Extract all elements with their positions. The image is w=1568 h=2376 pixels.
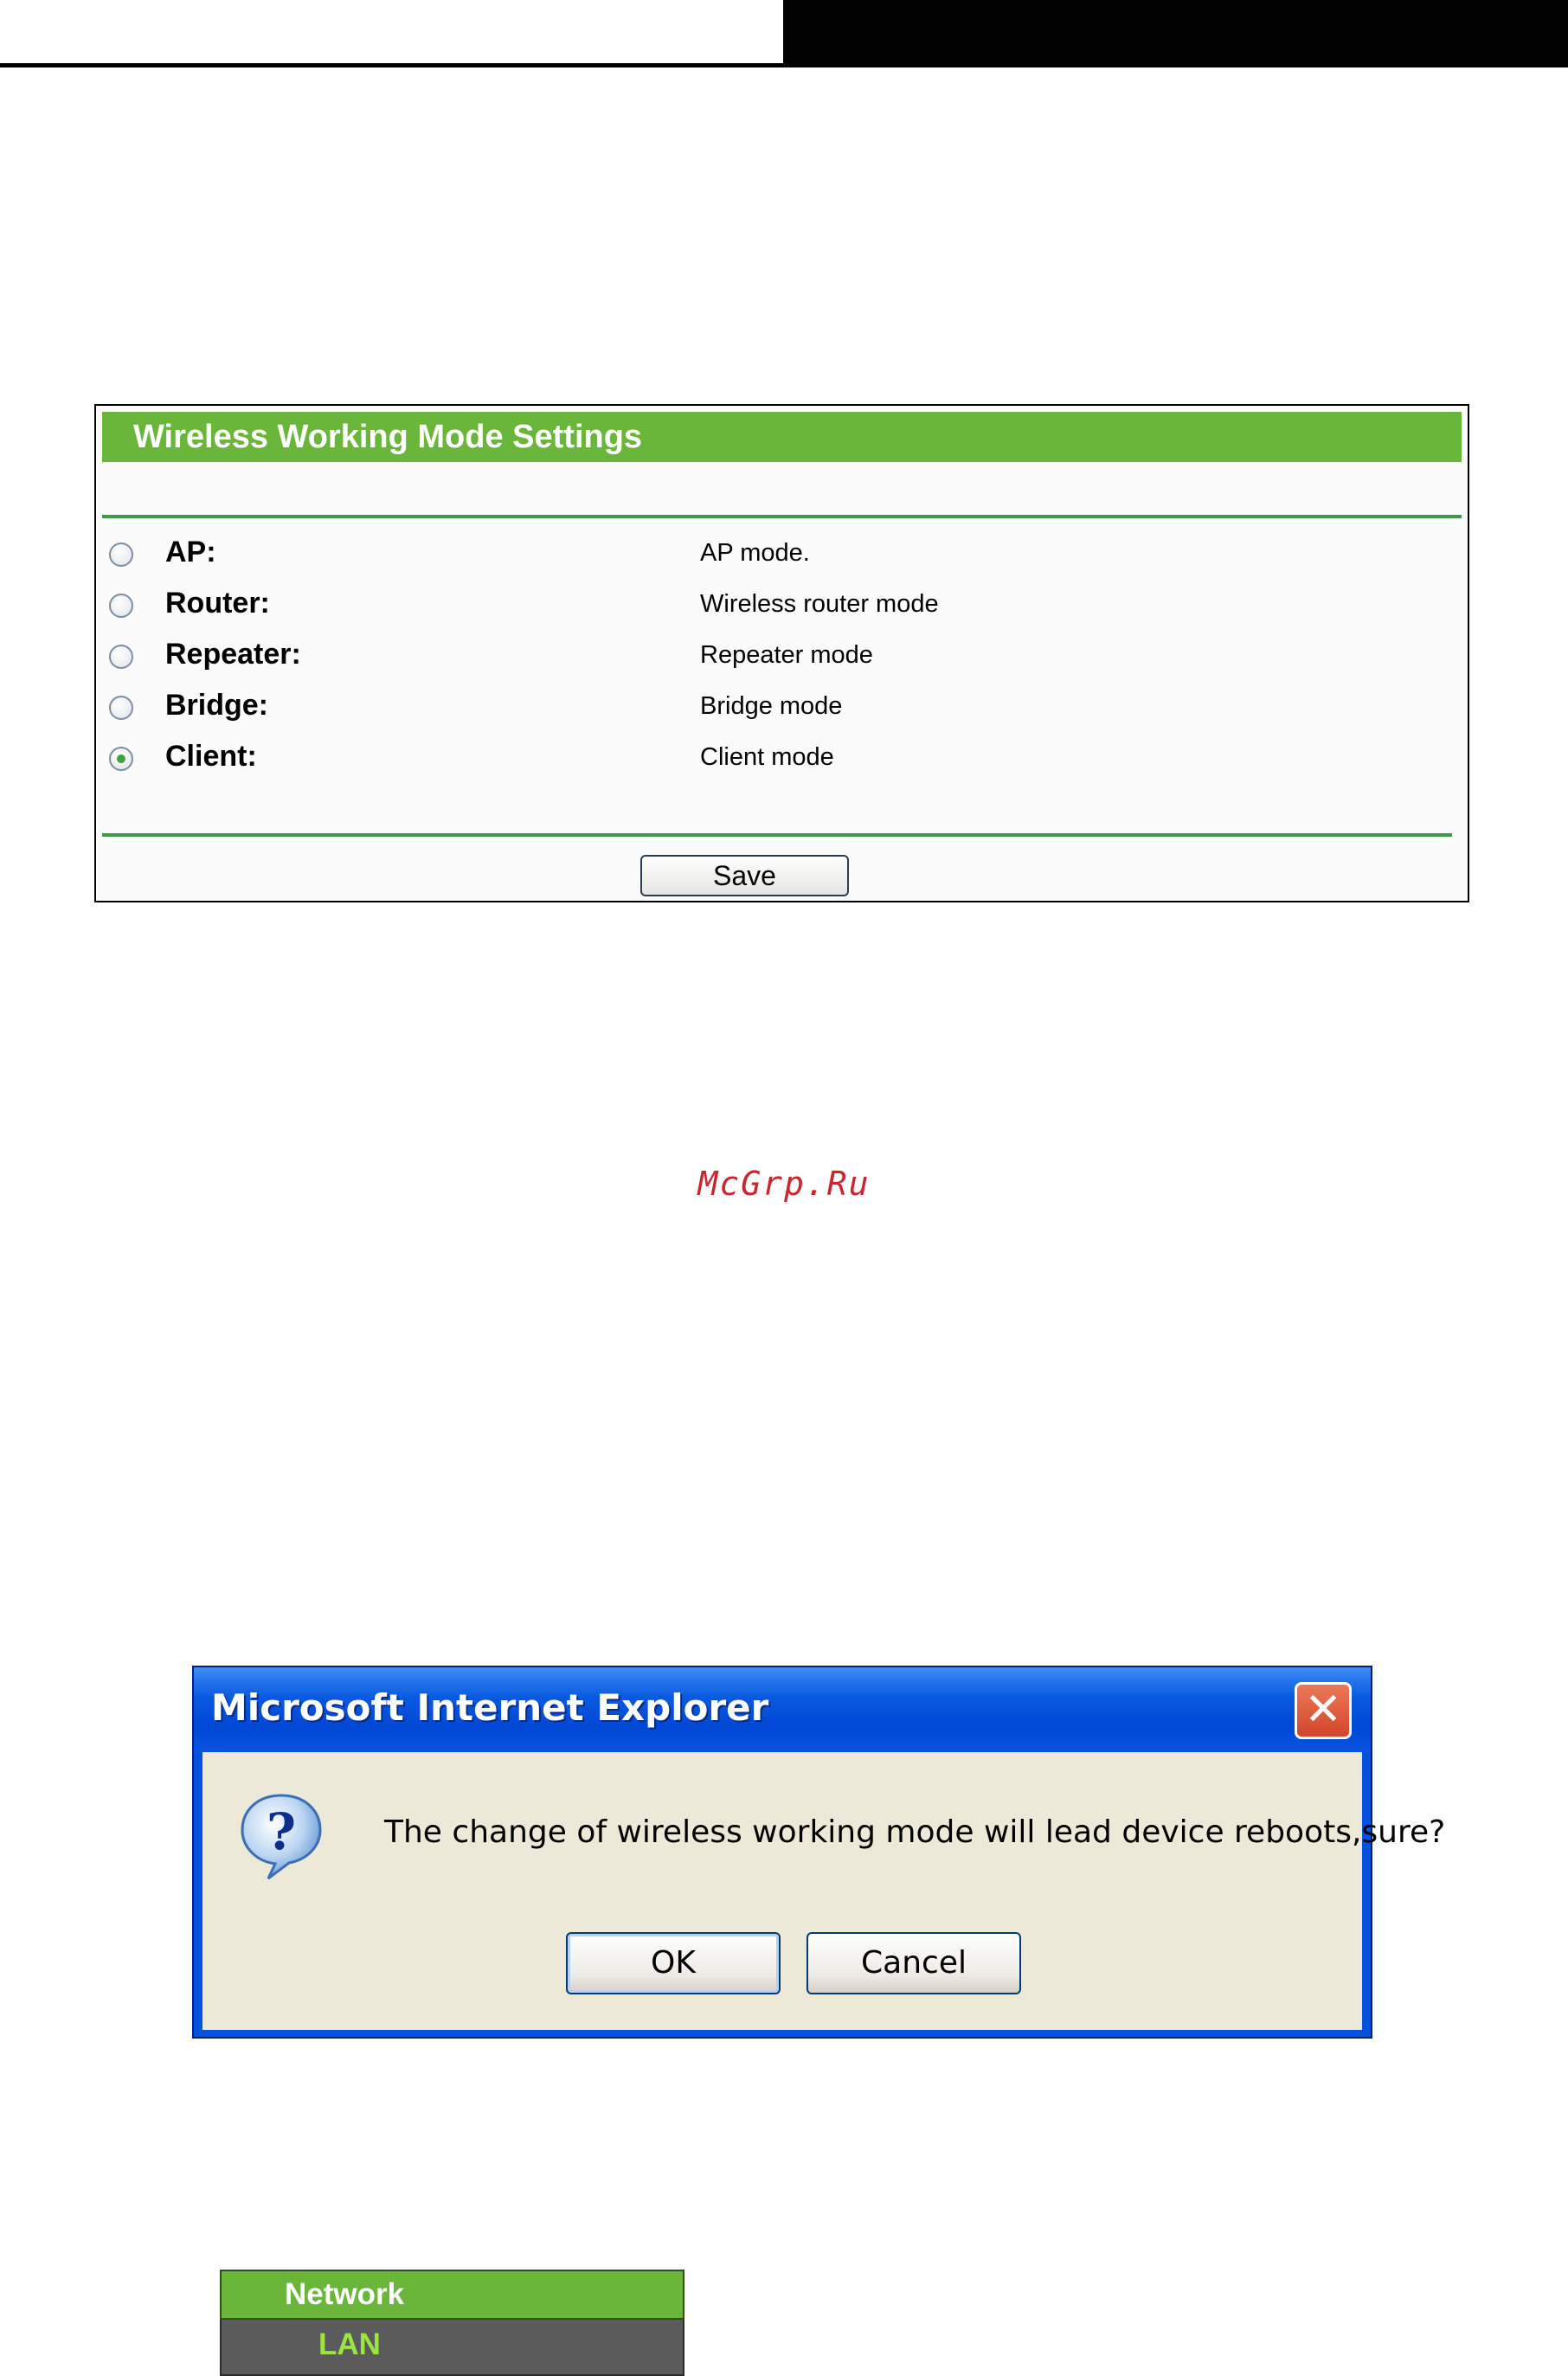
dialog-titlebar: [194, 1667, 1371, 1752]
save-button[interactable]: Save: [640, 855, 849, 896]
watermark: McGrp.Ru: [697, 1165, 871, 1203]
dialog-title: Microsoft Internet Explorer: [211, 1686, 769, 1729]
mode-description-router: Wireless router mode: [700, 590, 939, 618]
close-icon[interactable]: ✕: [1295, 1682, 1352, 1739]
mode-row-repeater[interactable]: [96, 634, 1468, 683]
ok-button[interactable]: OK: [566, 1932, 781, 1994]
radio-ap[interactable]: [109, 543, 133, 567]
mode-label-repeater: Repeater:: [165, 638, 301, 671]
cancel-button[interactable]: Cancel: [806, 1932, 1021, 1994]
menu-item-lan[interactable]: LAN: [220, 2320, 684, 2376]
dialog-message: The change of wireless working mode will lead device reboots,sure?: [384, 1814, 1446, 1850]
mode-description-bridge: Bridge mode: [700, 692, 843, 720]
wireless-mode-panel: [94, 404, 1469, 902]
svg-text:?: ?: [267, 1802, 296, 1861]
radio-router[interactable]: [109, 594, 133, 618]
divider-bottom: [102, 833, 1452, 837]
mode-label-ap: AP:: [165, 536, 216, 568]
mode-row-ap[interactable]: [96, 532, 1468, 581]
confirm-dialog: [192, 1666, 1446, 2039]
mode-description-repeater: Repeater mode: [700, 641, 873, 669]
radio-client[interactable]: [109, 747, 133, 771]
mode-label-client: Client:: [165, 740, 257, 773]
mode-row-bridge[interactable]: [96, 685, 1468, 734]
menu-item-network[interactable]: Network: [220, 2270, 684, 2320]
mode-description-ap: AP mode.: [700, 539, 810, 567]
mode-description-client: Client mode: [700, 743, 834, 771]
mode-label-bridge: Bridge:: [165, 689, 268, 722]
dialog-body: [202, 1752, 1446, 2030]
divider-top: [102, 515, 1462, 518]
radio-bridge[interactable]: [109, 696, 133, 720]
panel-title: Wireless Working Mode Settings: [102, 412, 1462, 462]
radio-selected-dot: [117, 755, 125, 763]
question-icon: [234, 1788, 329, 1884]
mode-row-client[interactable]: [96, 736, 1468, 785]
mode-row-router[interactable]: [96, 583, 1468, 632]
header-black-block: [783, 0, 1568, 67]
header-rule: [0, 63, 783, 67]
mode-label-router: Router:: [165, 587, 270, 620]
radio-repeater[interactable]: [109, 645, 133, 669]
